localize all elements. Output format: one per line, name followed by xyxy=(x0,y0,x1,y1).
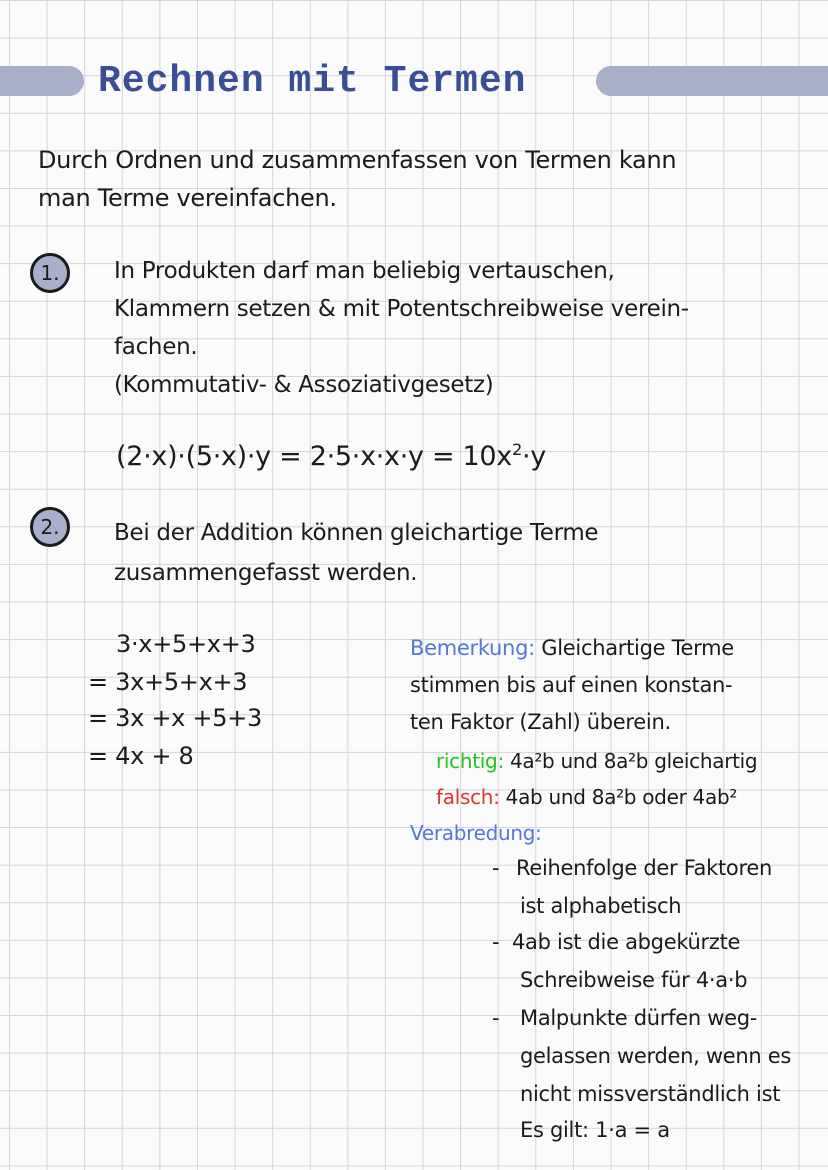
correct-text: 4a²b und 8a²b gleichartig xyxy=(509,749,758,773)
agreement-bullet-3-dash: - xyxy=(492,1006,500,1030)
rule-1-line-2: Klammern setzen & mit Potentschreibweise verein- xyxy=(114,296,689,322)
intro-line-2: man Terme vereinfachen. xyxy=(38,184,337,212)
rule-1-line-1: In Produkten darf man beliebig vertauschen, xyxy=(114,258,615,284)
agreement-bullet-2-dash: - xyxy=(492,930,500,954)
agreement-bullet-1-line-2: ist alphabetisch xyxy=(520,894,682,918)
rule-1-example-tail: ·y xyxy=(522,441,546,472)
calc-line-2: = 3x+5+x+3 xyxy=(88,668,248,696)
remark-first-line xyxy=(410,636,734,660)
rule-2-number: 2. xyxy=(40,515,60,539)
remark-label: Bemerkung: xyxy=(410,636,535,660)
remark-wrong xyxy=(436,785,737,809)
remark-line-3: ten Faktor (Zahl) überein. xyxy=(410,710,671,734)
agreement-bullet-3-line-3: nicht missverständlich ist xyxy=(520,1082,781,1106)
rule-1-line-4: (Kommutativ- & Assoziativgesetz) xyxy=(114,372,494,398)
rule-1-number: 1. xyxy=(40,261,60,285)
calc-line-3: = 3x +x +5+3 xyxy=(88,704,262,732)
page-title: Rechnen mit Termen xyxy=(98,60,527,103)
rule-2-line-2: zusammengefasst werden. xyxy=(114,560,418,586)
rule-1-example-exponent: 2 xyxy=(512,440,522,459)
agreement-bullet-1-dash: - xyxy=(492,856,500,880)
calc-line-4: = 4x + 8 xyxy=(88,742,194,770)
agreement-bullet-3-line-2: gelassen werden, wenn es xyxy=(520,1044,792,1068)
wrong-text: 4ab und 8a²b oder 4ab² xyxy=(505,785,738,809)
calc-line-1: 3·x+5+x+3 xyxy=(116,630,256,658)
title-banner-left xyxy=(0,66,84,96)
wrong-label: falsch: xyxy=(436,785,500,809)
correct-label: richtig: xyxy=(436,749,504,773)
agreement-label: Verabredung: xyxy=(410,821,542,845)
rule-1-example-main: (2·x)·(5·x)·y = 2·5·x·x·y = 10x xyxy=(116,441,512,472)
agreement-bullet-2-line-1: 4ab ist die abgekürzte xyxy=(512,930,741,954)
remark-line-1: Gleichartige Terme xyxy=(541,636,734,660)
remark-correct xyxy=(436,749,757,773)
agreement-bullet-1-line-1: Reihenfolge der Faktoren xyxy=(516,856,772,880)
rule-2-line-1: Bei der Addition können gleichartige Terme xyxy=(114,520,599,546)
agreement-bullet-3-line-4: Es gilt: 1·a = a xyxy=(520,1118,670,1142)
title-banner-right xyxy=(596,66,828,96)
rule-2-number-badge xyxy=(30,507,70,547)
agreement-bullet-2-line-2: Schreibweise für 4·a·b xyxy=(520,968,748,992)
rule-1-line-3: fachen. xyxy=(114,334,198,360)
remark-line-2: stimmen bis auf einen konstan- xyxy=(410,673,733,697)
intro-line-1: Durch Ordnen und zusammenfassen von Termen kann xyxy=(38,146,677,174)
rule-1-number-badge xyxy=(30,253,70,293)
agreement-bullet-3-line-1: Malpunkte dürfen weg- xyxy=(520,1006,758,1030)
rule-1-example xyxy=(116,440,546,472)
